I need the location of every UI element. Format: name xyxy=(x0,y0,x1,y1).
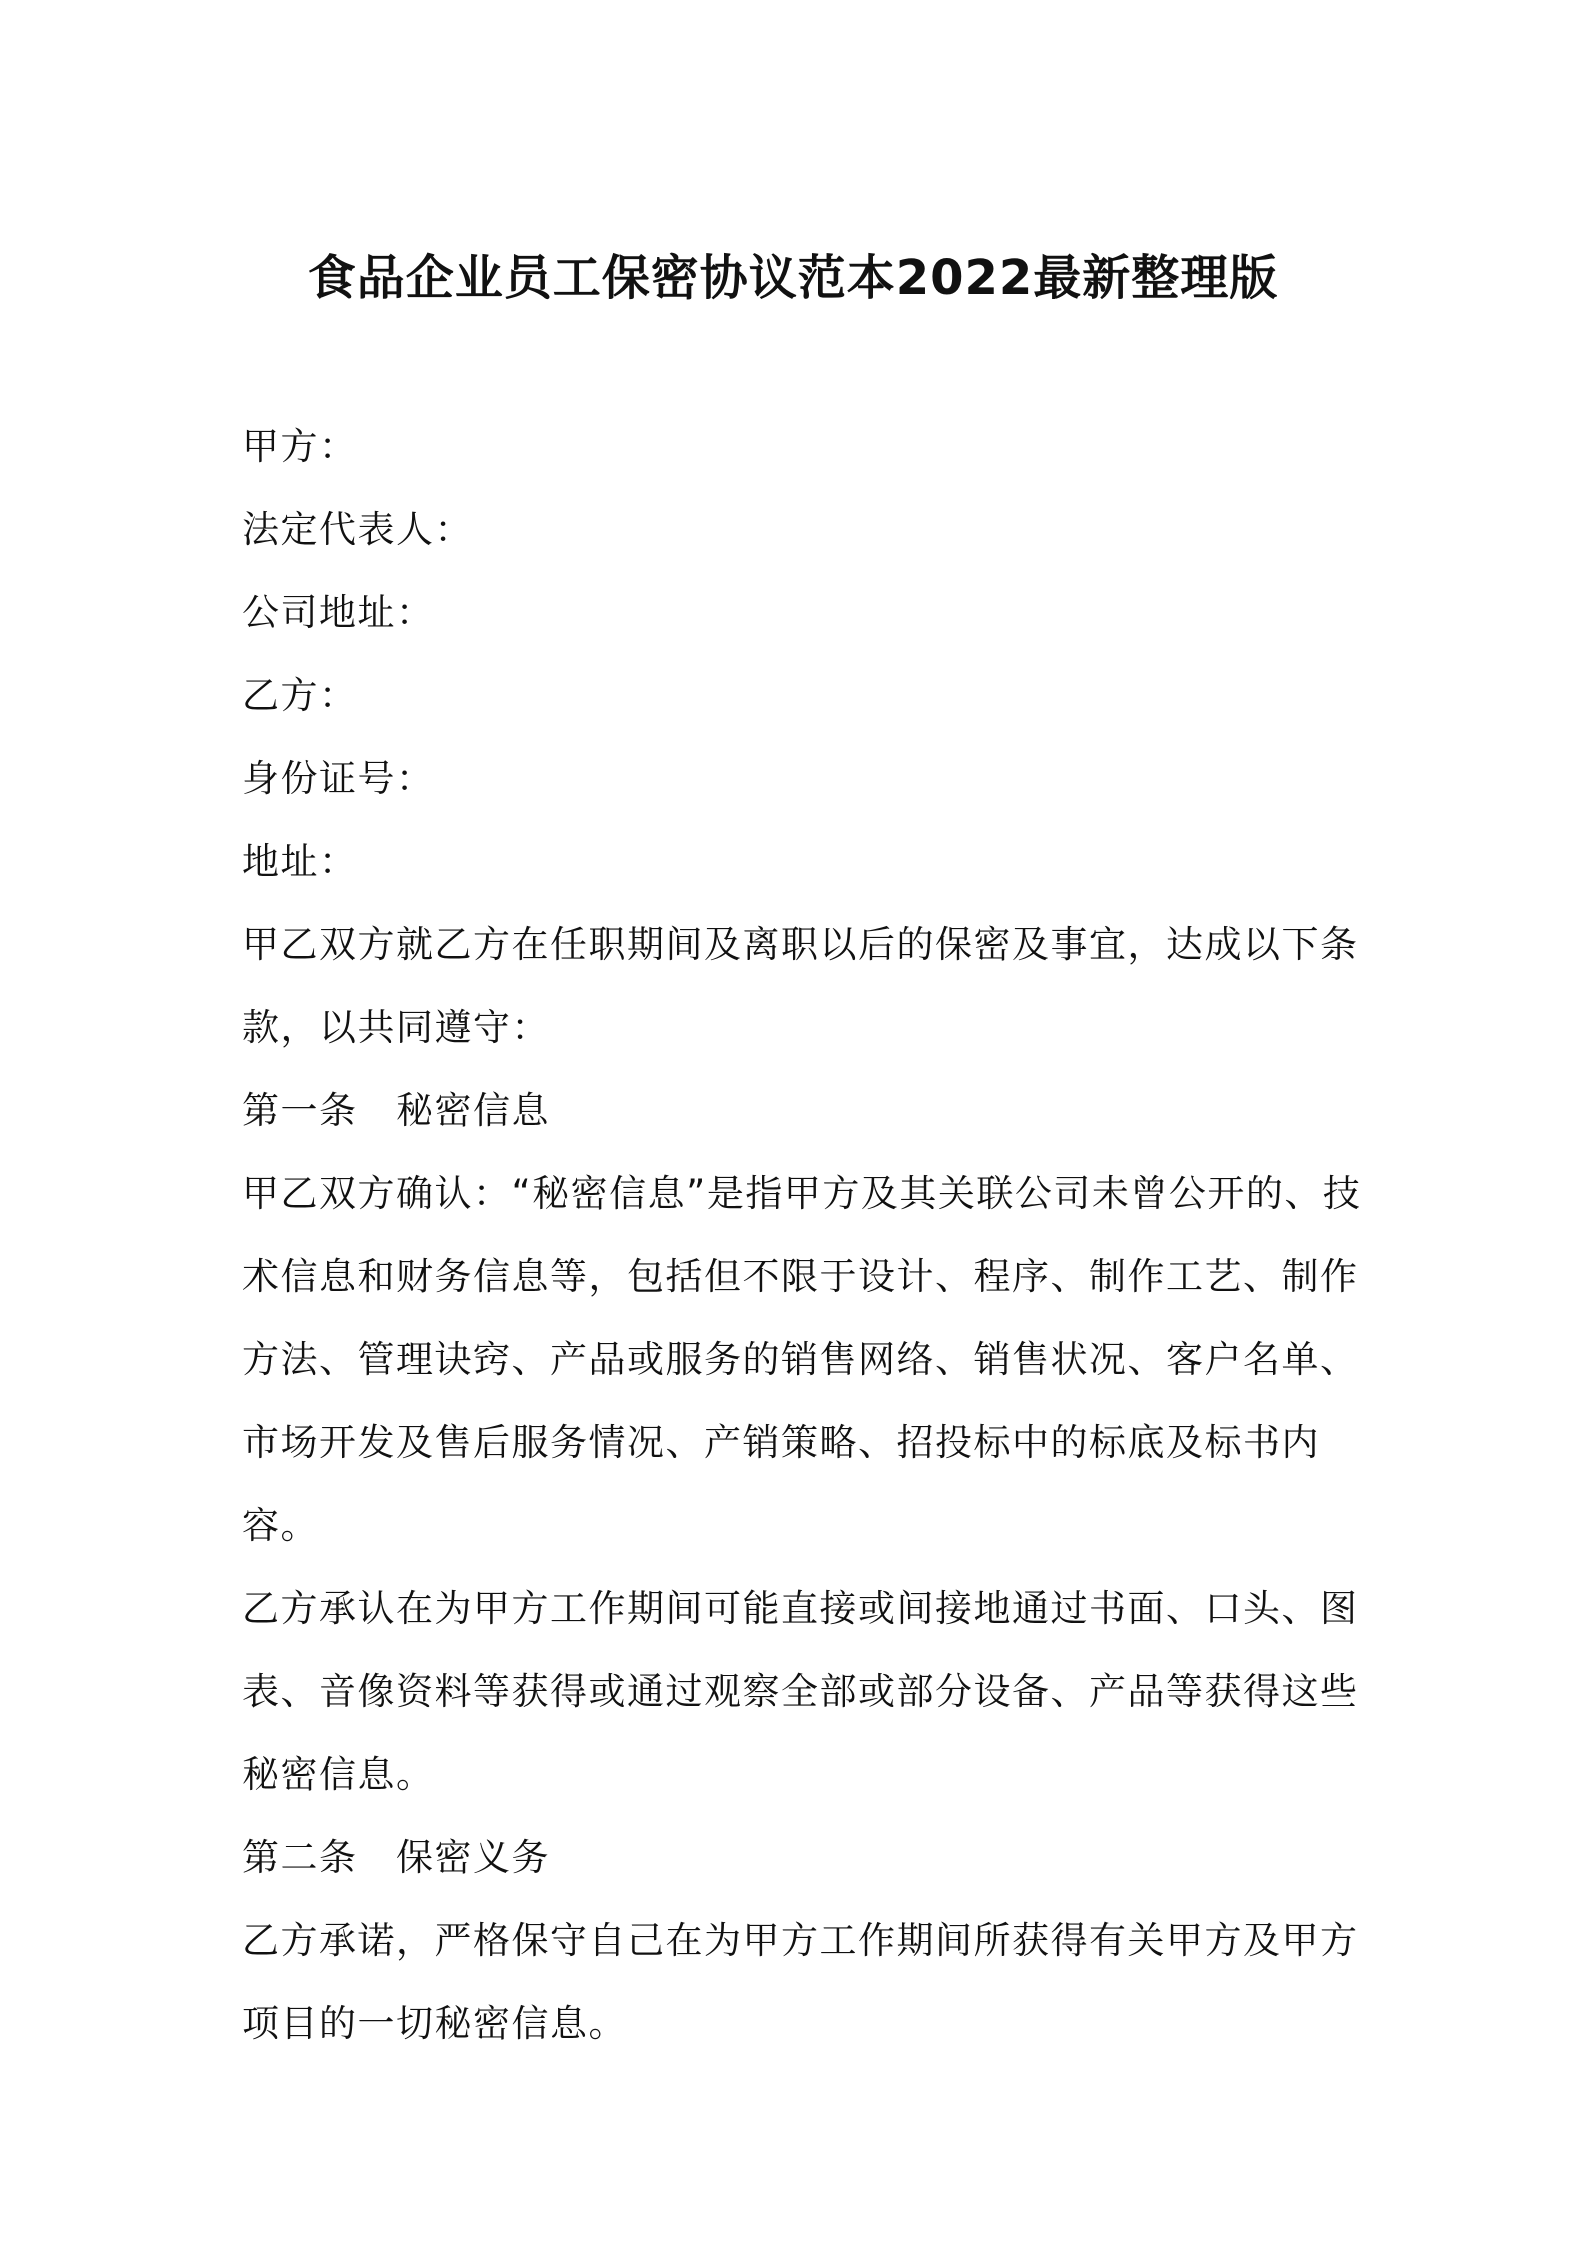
document-title: 食品企业员工保密协议范本2022最新整理版 xyxy=(307,250,1279,307)
party-a-field: 甲方： xyxy=(242,425,358,468)
address-field: 地址： xyxy=(242,840,358,883)
article-2-paragraph-1: 乙方承诺，严格保守自己在为甲方工作期间所获得有关甲方及甲方项目的一切秘密信息。 xyxy=(242,1919,1359,2045)
article-1-heading: 第一条 秘密信息 xyxy=(242,1089,550,1132)
article-1-paragraph-2: 乙方承认在为甲方工作期间可能直接或间接地通过书面、口头、图表、音像资料等获得或通过观察全部或部分设备、产品等获得这些秘密信息。 xyxy=(242,1587,1359,1796)
document-body xyxy=(242,405,1382,2065)
company-address-field: 公司地址： xyxy=(242,591,435,634)
id-number-field: 身份证号： xyxy=(242,757,435,800)
article-1-paragraph-1: 甲乙双方确认：“秘密信息”是指甲方及其关联公司未曾公开的、技术信息和财务信息等，包括但不限于设计、程序、制作工艺、制作方法、管理诀窍、产品或服务的销售网络、销售状况、客户名单、市场开发及售后服务情况、产销策略、招投标中的标底及标书内容。 xyxy=(242,1172,1362,1547)
legal-representative-field: 法定代表人： xyxy=(242,508,473,551)
intro-paragraph: 甲乙双方就乙方在任职期间及离职以后的保密及事宜，达成以下条款，以共同遵守： xyxy=(242,923,1359,1049)
party-b-field: 乙方： xyxy=(242,674,358,717)
article-2-heading: 第二条 保密义务 xyxy=(242,1836,550,1879)
